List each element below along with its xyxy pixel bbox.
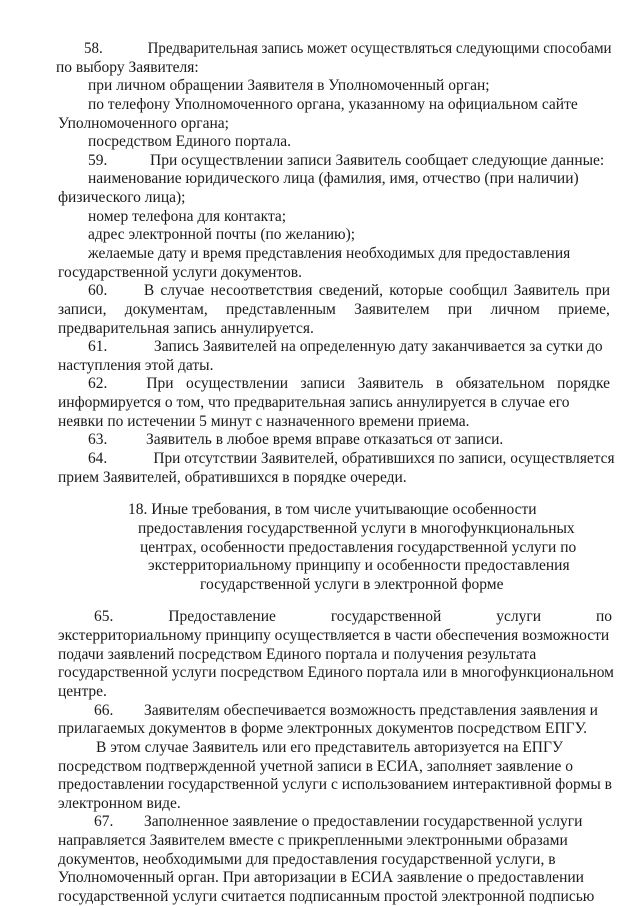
item-number: 62. xyxy=(88,375,108,392)
paragraph-62-line-2: информируется о том, что предварительная запись аннулируется в случае его xyxy=(58,394,570,411)
line-text: При отсутствии Заявителей, обратившихся по записи, осуществляется xyxy=(153,450,615,467)
word: государственной xyxy=(330,608,442,625)
word: Заявитель xyxy=(513,282,580,299)
paragraph-65-line-5: центре. xyxy=(58,683,107,700)
paragraph-62-line-1 xyxy=(88,375,610,393)
section-18-heading-line-4: экстерриториальному принципу и особенности предоставления xyxy=(148,557,570,574)
line-text: Заполненное заявление о предоставлении государственной услуги xyxy=(144,813,583,830)
word: документам, xyxy=(124,301,208,318)
word: которые xyxy=(389,282,443,299)
section-18-heading-line-1: 18. Иные требования, в том числе учитывающие особенности xyxy=(128,501,537,518)
paragraph-59-line-2: наименование юридического лица (фамилия, имя, отчество (при наличии) xyxy=(88,170,579,187)
word: записи, xyxy=(58,301,107,318)
word: при xyxy=(447,301,473,318)
item-number: 63. xyxy=(88,431,108,448)
word: приеме, xyxy=(558,301,610,318)
paragraph-59-line-6: желаемые дату и время представления необходимых для предоставления xyxy=(88,245,571,262)
line-text: Предварительная запись может осуществляться следующими способами xyxy=(147,40,612,57)
word: в xyxy=(435,375,444,392)
word: записи xyxy=(300,375,346,392)
paragraph-65-line-3: подачи заявлений посредством Единого портала и получения результата xyxy=(58,646,537,663)
paragraph-58-line-5: Уполномоченного органа; xyxy=(58,115,229,132)
paragraph-61-line-2: наступления этой даты. xyxy=(58,357,214,374)
word: сообщил xyxy=(449,282,508,299)
paragraph-60-line-1 xyxy=(88,282,610,300)
paragraph-66-line-5: предоставлении государственной услуги с использованием интерактивной формы в xyxy=(58,776,612,793)
item-number: 64. xyxy=(88,450,108,467)
word: услуги xyxy=(496,608,541,625)
word: В xyxy=(143,282,155,299)
paragraph-58-line-4: по телефону Уполномоченного органа, указанному на официальном сайте xyxy=(88,96,578,113)
word: по xyxy=(595,608,612,625)
word: Заявитель xyxy=(357,375,424,392)
paragraph-58-line-1 xyxy=(84,40,614,58)
paragraph-65-line-4: государственной услуги посредством Единого портала или в многофункциональном xyxy=(58,664,614,681)
paragraph-64-line-1 xyxy=(88,450,615,468)
line-text: Запись Заявителей на определенную дату заканчивается за сутки до xyxy=(154,338,603,355)
paragraph-58-line-2: по выбору Заявителя: xyxy=(56,59,199,76)
word: Предоставление xyxy=(168,608,276,625)
item-number: 65. xyxy=(94,608,114,625)
word: осуществлении xyxy=(186,375,289,392)
item-number: 61. xyxy=(88,338,108,355)
section-18-heading-line-2: предоставления государственной услуги в многофункциональных xyxy=(138,520,575,537)
word: несоответствия xyxy=(210,282,313,299)
paragraph-58-line-3: при личном обращении Заявителя в Уполномоченный орган; xyxy=(88,77,490,94)
word: сведений, xyxy=(318,282,384,299)
word: обязательном xyxy=(455,375,545,392)
paragraph-66-line-4: посредством подтвержденной учетной записи в ЕСИА, заполняет заявление о xyxy=(58,758,573,775)
paragraph-64-line-2: прием Заявителей, обратившихся в порядке очереди. xyxy=(58,469,407,486)
word: Заявителем xyxy=(354,301,430,318)
paragraph-59-line-4: номер телефона для контакта; xyxy=(88,208,287,225)
paragraph-67-line-5: государственной услуги считается подписанным простой электронной подписью xyxy=(58,888,595,905)
item-number: 59. xyxy=(88,152,108,169)
paragraph-65-line-2: экстерриториальному принципу осуществляется в части обеспечения возможности xyxy=(58,627,610,644)
word: случае xyxy=(160,282,205,299)
paragraph-59-line-3: физического лица); xyxy=(58,189,186,206)
item-number: 66. xyxy=(94,702,114,719)
paragraph-60-line-3: предварительная запись аннулируется. xyxy=(58,320,314,337)
paragraph-67-line-4: Уполномоченный орган. При авторизации в ЕСИА заявление о предоставлении xyxy=(58,869,584,886)
paragraph-62-line-3: неявки по истечении 5 минут с назначенного времени приема. xyxy=(58,413,470,430)
paragraph-58-line-6: посредством Единого портала. xyxy=(88,133,291,150)
paragraph-63-line-1 xyxy=(88,431,503,449)
paragraph-67-line-2: направляется Заявителем вместе с прикрепленными электронными образами xyxy=(58,832,568,849)
word: при xyxy=(585,282,610,299)
paragraph-66-line-1 xyxy=(94,702,598,720)
paragraph-65-line-1 xyxy=(94,608,612,626)
paragraph-67-line-1 xyxy=(94,813,582,831)
item-number: 67. xyxy=(94,813,114,830)
paragraph-61-line-1 xyxy=(88,338,603,356)
item-number: 58. xyxy=(84,40,103,57)
word: При xyxy=(146,375,174,392)
paragraph-59-line-5: адрес электронной почты (по желанию); xyxy=(88,226,356,243)
word: личном xyxy=(490,301,540,318)
paragraph-67-line-3: документов, необходимыми для предоставления государственной услуги, в xyxy=(58,851,556,868)
word: представленным xyxy=(225,301,336,318)
paragraph-59-line-1 xyxy=(88,152,604,170)
paragraph-60-line-2 xyxy=(58,301,610,319)
line-text: Заявитель в любое время вправе отказаться от записи. xyxy=(146,431,504,448)
paragraph-59-line-7: государственной услуги документов. xyxy=(58,264,302,281)
section-18-heading-line-5: государственной услуги в электронной форме xyxy=(200,576,504,593)
paragraph-66-line-6: электронном виде. xyxy=(58,795,181,812)
paragraph-66-line-3: В этом случае Заявитель или его представитель авторизуется на ЕПГУ xyxy=(96,739,563,756)
word: порядке xyxy=(557,375,610,392)
section-18-heading-line-3: центрах, особенности предоставления государственной услуги по xyxy=(140,539,577,556)
item-number: 60. xyxy=(88,282,108,299)
line-text: Заявителям обеспечивается возможность представления заявления и xyxy=(144,702,598,719)
line-text: При осуществлении записи Заявитель сообщает следующие данные: xyxy=(150,152,605,169)
paragraph-66-line-2: прилагаемых документов в форме электронных документов посредством ЕПГУ. xyxy=(58,720,587,737)
